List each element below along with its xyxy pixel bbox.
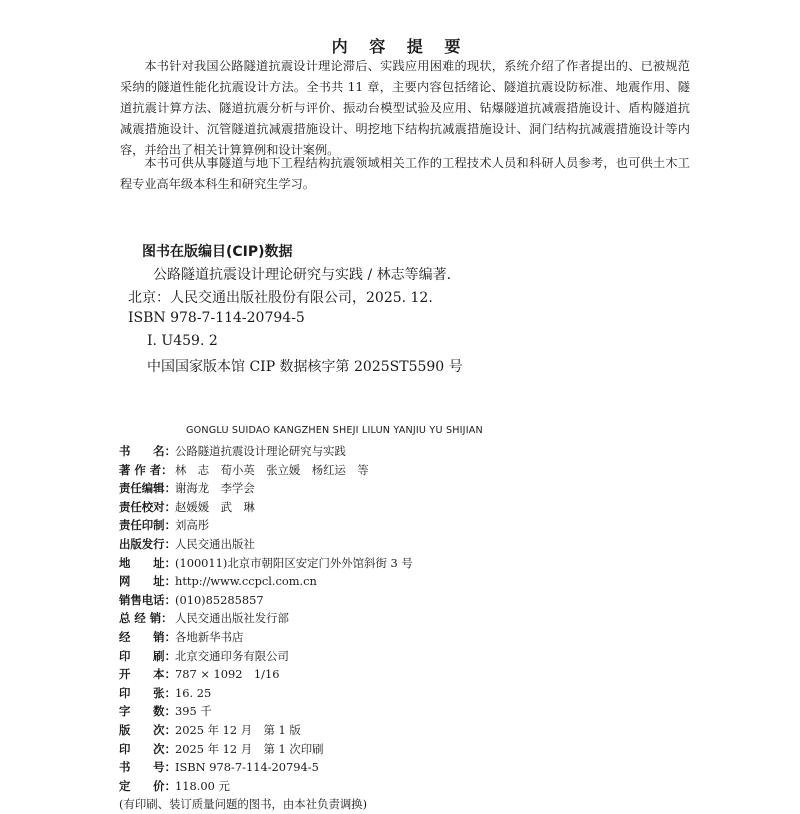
colophon-label: 销售电话：	[119, 592, 176, 607]
website-link[interactable]: http://www.ccpcl.com.cn	[175, 574, 317, 589]
colophon-label: 印 张：	[119, 685, 176, 700]
colophon-label: 书 名：	[119, 444, 176, 458]
cip-publisher-line: 北京：人民交通出版社股份有限公司，2025. 12.	[128, 290, 433, 306]
colophon-value: 395 千	[175, 704, 212, 719]
colophon-value: 人民交通出版社	[175, 536, 255, 551]
cip-classification-line: Ⅰ. U459. 2	[147, 333, 218, 349]
colophon-value: 刘高彤	[175, 518, 210, 533]
colophon-value: 公路隧道抗震设计理论研究与实践	[175, 444, 346, 458]
pinyin-title: GONGLU SUIDAO KANGZHEN SHEJI LILUN YANJIU YU SHIJIAN	[186, 425, 483, 436]
colophon-value: 人民交通出版社发行部	[175, 611, 289, 626]
colophon-label: 印 刷：	[119, 648, 176, 663]
colophon-row	[119, 777, 679, 796]
colophon-value: (100011)北京市朝阳区安定门外外馆斜街 3 号	[175, 555, 413, 570]
colophon-label: 网 址：	[119, 574, 176, 589]
colophon-label: 责任印制：	[119, 518, 176, 533]
colophon-row	[119, 721, 679, 740]
colophon-value: 16. 25	[175, 685, 212, 700]
colophon-label: 责任编辑：	[119, 481, 176, 496]
colophon-value: 谢海龙 李学会	[175, 481, 255, 496]
colophon-row	[119, 498, 679, 517]
colophon-value: (010)85285857	[175, 592, 264, 607]
colophon-label: 书 号：	[119, 760, 176, 775]
summary-paragraph-1: 本书针对我国公路隧道抗震设计理论滞后、实践应用困难的现状，系统介绍了作者提出的、已被规范采纳的隧道性能化抗震设计方法。全书共 11 章，主要内容包括绪论、隧道抗震设防标准、地震作用、隧道抗震计算方法、隧道抗震分析与评价、振动台模型试验及应用、钻爆隧道抗减震措施设计、盾构隧道抗减震措施设计、沉管隧道抗减震措施设计、明挖地下结构抗减震措施设计、洞门结构抗减震措施设计等内容，并给出了相关计算算例和设计案例。	[120, 59, 690, 157]
colophon-table	[119, 442, 679, 814]
colophon-label: 开 本：	[119, 667, 176, 682]
colophon-row	[119, 740, 679, 759]
cip-title-line: 公路隧道抗震设计理论研究与实践 / 林志等编著.	[153, 267, 452, 283]
colophon-value: 2025 年 12 月 第 1 版	[175, 722, 301, 737]
colophon-label: 责任校对：	[119, 499, 176, 514]
colophon-label: 经 销：	[119, 629, 176, 644]
quality-note: (有印刷、装订质量问题的图书，由本社负责调换)	[119, 797, 368, 812]
colophon-row	[119, 535, 679, 554]
summary-paragraph-2: 本书可供从事隧道与地下工程结构抗震领域相关工作的工程技术人员和科研人员参考，也可供土木工程专业高年级本科生和研究生学习。	[120, 156, 690, 191]
colophon-label: 出版发行：	[119, 536, 176, 551]
colophon-value: ISBN 978-7-114-20794-5	[175, 760, 319, 775]
colophon-row	[119, 628, 679, 647]
colophon-row	[119, 684, 679, 703]
cip-isbn-line: ISBN 978-7-114-20794-5	[128, 310, 305, 326]
colophon-row	[119, 554, 679, 573]
colophon-row	[119, 647, 679, 666]
colophon-row	[119, 516, 679, 535]
colophon-label: 定 价：	[119, 778, 176, 793]
cip-record-number-line: 中国国家版本馆 CIP 数据核字第 2025ST5590 号	[147, 359, 463, 375]
colophon-label: 著 作 者：	[119, 462, 173, 477]
cip-heading: 图书在版编目(CIP)数据	[142, 244, 293, 260]
colophon-label: 印 次：	[119, 741, 176, 756]
colophon-value: 北京交通印务有限公司	[175, 648, 289, 663]
colophon-row	[119, 758, 679, 777]
colophon-row	[119, 479, 679, 498]
colophon-value: 2025 年 12 月 第 1 次印刷	[175, 741, 324, 756]
colophon-note-row	[119, 795, 679, 814]
colophon-row	[119, 591, 679, 610]
colophon-value: 118.00 元	[175, 778, 230, 793]
colophon-row	[119, 609, 679, 628]
summary-title: 内 容 提 要	[331, 37, 469, 56]
colophon-label: 总 经 销：	[119, 611, 173, 626]
colophon-label: 字 数：	[119, 704, 176, 719]
colophon-value: 787 × 1092 1/16	[175, 667, 280, 682]
colophon-label: 地 址：	[119, 555, 176, 570]
colophon-row	[119, 442, 679, 461]
colophon-row	[119, 665, 679, 684]
colophon-row	[119, 702, 679, 721]
colophon-row	[119, 461, 679, 480]
colophon-value: 林 志 荀小英 张立媛 杨红运 等	[175, 462, 369, 477]
colophon-value: 各地新华书店	[175, 629, 244, 644]
colophon-value: 赵媛媛 武 琳	[175, 499, 255, 514]
colophon-row	[119, 572, 679, 591]
colophon-label: 版 次：	[119, 722, 176, 737]
